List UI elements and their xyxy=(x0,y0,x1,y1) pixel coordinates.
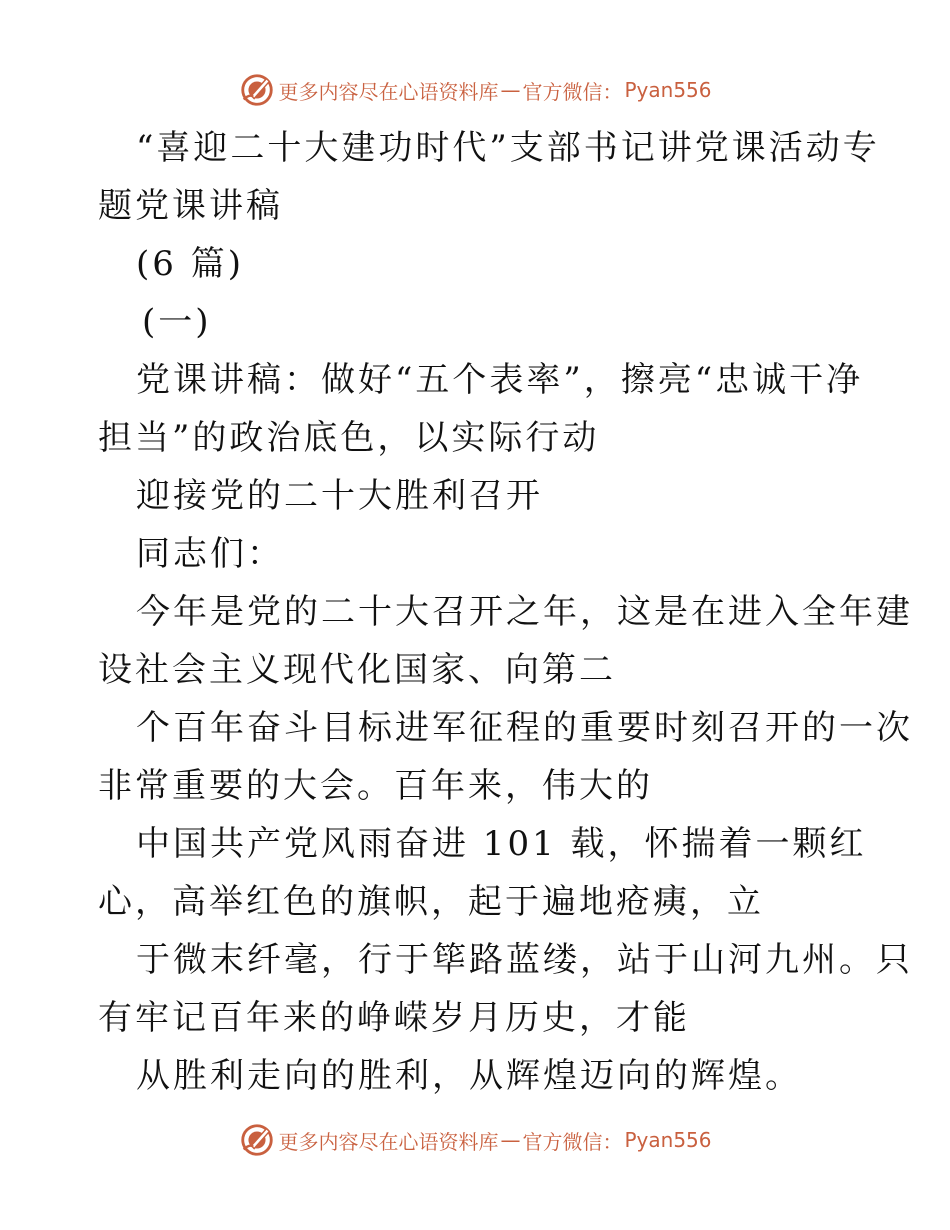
banner-wechat-id: Pyan556 xyxy=(624,1128,712,1152)
footer-banner xyxy=(0,1120,950,1160)
paragraph-line: 个百年奋斗目标进军征程的重要时刻召开的一次 xyxy=(136,708,913,748)
banner-wechat-id: Pyan556 xyxy=(624,78,712,102)
section-number: (一) xyxy=(142,302,212,342)
banner-text: 更多内容尽在心语资料库 xyxy=(278,79,499,104)
paragraph-line: 有牢记百年来的峥嵘岁月历史，才能 xyxy=(98,998,690,1038)
paragraph-line: 中国共产党风雨奋进 101 载，怀揣着一颗红 xyxy=(136,824,867,864)
doc-count: (6 篇) xyxy=(136,244,244,284)
section-title-line-3: 迎接党的二十大胜利召开 xyxy=(136,476,543,516)
doc-title-line-1: “喜迎二十大建功时代”支部书记讲党课活动专 xyxy=(136,128,880,168)
paragraph-line: 于微末纤毫，行于筚路蓝缕，站于山河九州。只 xyxy=(136,940,913,980)
banner-wechat-label: 官方微信： xyxy=(522,1129,623,1154)
banner-separator: — xyxy=(500,78,521,102)
salutation: 同志们： xyxy=(136,534,284,574)
section-title-line-1: 党课讲稿：做好“五个表率”，擦亮“忠诚干净 xyxy=(136,360,864,400)
section-title-line-2: 担当”的政治底色，以实际行动 xyxy=(98,418,600,458)
pen-seal-logo-icon xyxy=(238,1121,276,1159)
pen-seal-logo-icon xyxy=(238,71,276,109)
paragraph-line: 心，高举红色的旗帜，起于遍地疮痍，立 xyxy=(98,882,764,922)
banner-text: 更多内容尽在心语资料库 xyxy=(278,1129,499,1154)
doc-title-line-2: 题党课讲稿 xyxy=(98,186,283,226)
banner-wechat-label: 官方微信： xyxy=(522,79,623,104)
paragraph-line: 从胜利走向的胜利，从辉煌迈向的辉煌。 xyxy=(136,1056,802,1096)
paragraph-line: 设社会主义现代化国家、向第二 xyxy=(98,650,616,690)
paragraph-line: 今年是党的二十大召开之年，这是在进入全年建 xyxy=(136,592,913,632)
header-banner xyxy=(0,70,950,110)
paragraph-line: 非常重要的大会。百年来，伟大的 xyxy=(98,766,653,806)
banner-separator: — xyxy=(500,1128,521,1152)
